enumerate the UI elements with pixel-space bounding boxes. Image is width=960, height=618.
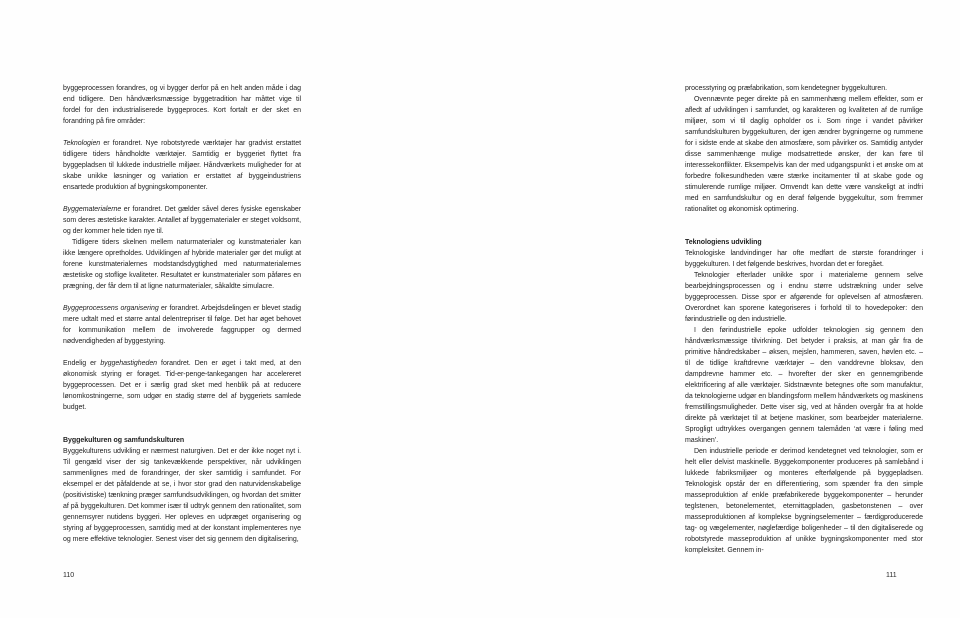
body-paragraph	[685, 94, 923, 215]
page-number-right: 111	[886, 572, 897, 579]
text-run: processtyring og præfabrikation, som kendetegner byggekulturen.	[685, 85, 888, 92]
text-run: Endelig er	[63, 360, 101, 367]
text-run: forandret. Den er øget i takt med, at den økonomisk styring er forøget. Tid-er-penge-tankegangen har accelereret byggeprocessen. Det er i særlig grad sket med henblik på at reducere lønomkostningerne, som udgør en stadig større del af byggeriets samlede budget.	[63, 360, 301, 411]
body-paragraph	[63, 83, 301, 127]
text-run: Byggekulturen og samfundskulturen	[63, 437, 185, 444]
body-paragraph	[63, 446, 301, 545]
text-run: byggeprocessen forandres, og vi bygger derfor på en helt anden måde i dag end tidligere. Den håndværksmæssige byggetradition har måttet vige til fordel for den industrialiserede byggeproces. Kort fortalt er der sket en forandring på fire områder:	[63, 85, 301, 125]
body-paragraph	[685, 325, 923, 446]
body-paragraph	[63, 204, 301, 237]
text-run: Tidligere tiders skelnen mellem naturmaterialer og kunstmaterialer kan ikke længere opretholdes. Udviklingen af hybride materialer gør det muligt at forene kunstmaterialernes modstandsdygtighed med naturmaterialernes æstetiske og stoflige kvaliteter. Resultatet er kunstmaterialer som påføres en prægning, der får dem til at ligne naturmaterialer, såkaldte simulacre.	[63, 239, 301, 290]
section-heading	[685, 237, 923, 248]
text-run: er forandret. Nye robotstyrede værktøjer har gradvist erstattet tidligere tiders håndholdte værktøjer. Samtidig er byggeriet flyttet fra byggepladsen til lukkede industrielle miljøer. Håndværkets muligheder for at skabe unikke løsninger og variation er erstattet af byggeindustriens ensartede produktion af bygningskomponenter.	[63, 140, 301, 191]
body-paragraph	[63, 358, 301, 413]
body-paragraph	[685, 83, 923, 94]
body-paragraph	[63, 237, 301, 292]
text-run: er forandret. Det gælder såvel deres fysiske egenskaber som deres æstetiske karakter. Antallet af byggematerialer er steget voldsomt, og der kommer hele tiden nye til.	[63, 206, 301, 235]
text-run: Teknologiens udvikling	[685, 239, 762, 246]
text-run: Den industrielle periode er derimod kendetegnet ved teknologier, som er helt eller delvist maskinelle. Byggekomponenter produceres på samlebånd i lukkede fabriksmiljøer og monteres efterfølgende på byggepladsen. Teknologisk opstår der en differentiering, som spænder fra den simple masseproduktion af enkle præfabrikerede byggekomponenter – herunder teglstenen, betonelementet, eternittagpladen, gasbetonstenen – over masseproduktionen af komplekse bygningselementer – færdigproducerede tag- og vægelementer, nøglefærdige boligenheder – til den digitaliserede og robotstyrede masseproduktion af unikke bygningskomponenter med stor kompleksitet. Gennem in-	[685, 448, 923, 554]
text-run: er forandret. Arbejdsdelingen er blevet stadig mere udtalt med et større antal delentrepriser til følge. Det har øget behovet for kommunikation mellem de involverede faggrupper og dermed nødvendigheden af byggestyring.	[63, 305, 301, 345]
right-page-text-column	[685, 83, 923, 556]
section-heading	[63, 435, 301, 446]
text-run: I den førindustrielle epoke udfolder teknologien sig gennem den håndværksmæssige tilvirkning. Det betyder i praksis, at man går fra de primitive håndredskaber – øksen, mejslen, hammeren, saven, høvlen etc. – til de tidlige kraftdrevne værktøjer – den vanddrevne bloksav, den dampdrevne hammer etc. – hvorefter der sker en gennemgribende elektrificering af alle værktøjer. Sidstnævnte betegnes ofte som manufaktur, da teknologierne udgør en blandingsform mellem håndværkets og maskinens fremstillingsmuligheder. Dette viser sig, ved at hånden overgår fra at holde direkte på værktøjet til at betjene maskiner, som bearbejder materialerne. Sprogligt udtrykkes overgangen gennem talemåden ‘at være i føling med maskinen’.	[685, 327, 923, 444]
body-paragraph	[63, 138, 301, 193]
text-run: Teknologiske landvindinger har ofte medført de største forandringer i byggekulturen. I det følgende beskrives, hvordan det er foregået.	[685, 250, 923, 268]
text-run: Byggekulturens udvikling er nærmest naturgiven. Det er der ikke noget nyt i. Til gengæld viser der sig tankevækkende perspektiver, når udviklingen sammenlignes med de forandringer, der sker samtidig i samfundet. For eksempel er det påfaldende at se, i hvor stor grad den naturvidenskabelige (positivistiske) tænkning præger samfundsudviklingen, og hvordan det smitter af på byggekulturen. Det kommer især til udtryk gennem den rationalitet, som gennemsyrer nutidens byggeri. Her opleves en udpræget organisering og styring af byggeprocessen, samtidig med at der konstant implementeres nye og mere effektive teknologier. Senest viser det sig gennem den digitalisering,	[63, 448, 301, 543]
text-run: Teknologier efterlader unikke spor i materialerne gennem selve bearbejdningsprocessen og i endnu større udstrækning under selve byggeprocessen. Disse spor er afgørende for oplevelsen af atmosfæren. Overordnet kan sporene kategoriseres i forhold til to hovedepoker: den førindustrielle og den industrielle.	[685, 272, 923, 323]
italic-text-run: Byggeprocessens organisering	[63, 305, 159, 312]
italic-text-run: Byggematerialerne	[63, 206, 122, 213]
italic-text-run: byggehastigheden	[100, 360, 158, 367]
body-paragraph	[685, 270, 923, 325]
page-number-left: 110	[63, 572, 75, 579]
left-page-text-column	[63, 83, 301, 545]
body-paragraph	[685, 446, 923, 556]
text-run: Ovennævnte peger direkte på en sammenhæng mellem effekter, som er afledt af udviklingen i samfundet, og karakteren og kvaliteten af de rumlige miljøer, som vi til daglig opholder os i. Som ringe i vandet påvirker samfundskulturen byggekulturen, der igen ændrer bygningerne og rummene for i sidste ende at skabe den atmosfære, som påvirker os. Samtidig antyder disse sammenhænge mulige modsatrettede ønsker, der kan føre til interessekonflikter. Eksempelvis kan der med udgangspunkt i et ønske om at forbedre folkesundheden være stærke incitamenter til at skabe gode og stimulerende rumlige miljøer. Omvendt kan dette være vanskeligt at indfri med en samfundskultur og en deraf følgende byggekultur, som fremmer rationalitet og økonomisk optimering.	[685, 96, 923, 213]
body-paragraph	[685, 248, 923, 270]
italic-text-run: Teknologien	[63, 140, 101, 147]
body-paragraph	[63, 303, 301, 347]
